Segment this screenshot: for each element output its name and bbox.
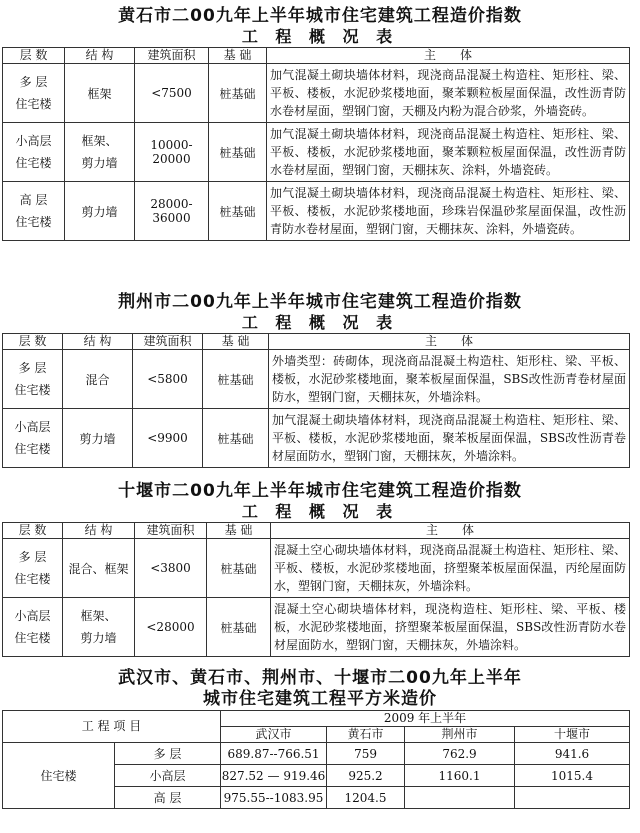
value-cell: 925.2 — [327, 765, 405, 787]
foundation-cell: 桩基础 — [203, 409, 269, 468]
floors-text-2: 住宅楼 — [14, 442, 51, 456]
shiyan-title: 十堰市二00九年上半年城市住宅建筑工程造价指数 — [118, 481, 522, 501]
header-floors: 层 数 — [3, 48, 65, 64]
structure-cell: 剪力墙 — [65, 182, 135, 241]
header-floors: 层 数 — [3, 523, 63, 539]
price-table — [2, 710, 630, 809]
structure-cell — [65, 123, 135, 182]
floors-cell — [3, 350, 63, 409]
structure-text: 框架、 — [80, 609, 117, 623]
floors-text: 小高层 — [14, 420, 51, 434]
table-row — [3, 182, 630, 241]
header-area: 建筑面积 — [133, 334, 203, 350]
row-label: 高 层 — [115, 787, 221, 809]
foundation-cell: 桩基础 — [209, 123, 267, 182]
category-cell: 住宅楼 — [3, 743, 115, 809]
floors-cell — [3, 409, 63, 468]
huangshi-section — [0, 6, 640, 241]
floors-text-2: 住宅楼 — [14, 631, 51, 645]
floors-text-2: 住宅楼 — [14, 383, 51, 397]
header-foundation: 基 础 — [203, 334, 269, 350]
floors-text: 高 层 — [19, 193, 48, 207]
area-cell: <5800 — [133, 350, 203, 409]
structure-text-2: 剪力墙 — [80, 631, 117, 645]
area-cell: 10000-20000 — [135, 123, 209, 182]
floors-cell — [3, 598, 63, 657]
table-row — [3, 539, 630, 598]
area-cell: <9900 — [133, 409, 203, 468]
floors-text-2: 住宅楼 — [15, 97, 52, 111]
area-cell: <3800 — [135, 539, 207, 598]
floors-text-2: 住宅楼 — [15, 156, 52, 170]
value-cell: 827.52 — 919.46 — [221, 765, 327, 787]
floors-cell — [3, 123, 65, 182]
header-area: 建筑面积 — [135, 523, 207, 539]
value-cell: 975.55--1083.95 — [221, 787, 327, 809]
header-foundation: 基 础 — [209, 48, 267, 64]
table-header-row — [3, 523, 630, 539]
period-header: 2009 年上半年 — [221, 711, 630, 727]
floors-text: 多 层 — [18, 550, 47, 564]
table-row — [3, 598, 630, 657]
table-header-row — [3, 48, 630, 64]
city-header-huangshi: 黄石市 — [327, 727, 405, 743]
huangshi-title: 黄石市二00九年上半年城市住宅建筑工程造价指数 — [118, 6, 522, 26]
floors-cell — [3, 539, 63, 598]
foundation-cell: 桩基础 — [209, 182, 267, 241]
price-title-line1: 武汉市、黄石市、荆州市、十堰市二00九年上半年 — [118, 668, 522, 688]
value-cell: 1204.5 — [327, 787, 405, 809]
area-cell: <28000 — [135, 598, 207, 657]
huangshi-subtitle: 工 程 概 况 表 — [241, 27, 399, 46]
value-cell: 762.9 — [405, 743, 515, 765]
floors-text-2: 住宅楼 — [15, 215, 52, 229]
shiyan-table — [2, 522, 630, 657]
structure-cell: 剪力墙 — [63, 409, 133, 468]
floors-text: 多 层 — [18, 361, 47, 375]
value-cell — [405, 787, 515, 809]
value-cell: 941.6 — [515, 743, 630, 765]
structure-cell — [63, 598, 135, 657]
jingzhou-subtitle: 工 程 概 况 表 — [241, 313, 399, 332]
table-row — [3, 123, 630, 182]
area-cell: <7500 — [135, 64, 209, 123]
floors-text: 小高层 — [14, 609, 51, 623]
foundation-cell: 桩基础 — [207, 598, 271, 657]
floors-cell — [3, 182, 65, 241]
row-label: 多 层 — [115, 743, 221, 765]
floors-text: 多 层 — [19, 75, 48, 89]
value-cell — [515, 787, 630, 809]
city-header-shiyan: 十堰市 — [515, 727, 630, 743]
item-header: 工 程 项 目 — [3, 711, 221, 743]
header-main: 主 体 — [267, 48, 630, 64]
structure-text: 框架、 — [81, 134, 118, 148]
header-structure: 结 构 — [63, 523, 135, 539]
shiyan-subtitle: 工 程 概 况 表 — [241, 502, 399, 521]
floors-cell — [3, 64, 65, 123]
huangshi-table — [2, 47, 630, 241]
foundation-cell: 桩基础 — [209, 64, 267, 123]
main-cell: 加气混凝土砌块墙体材料，现浇商品混凝土构造柱、矩形柱、梁、平板、楼板，水泥砂浆楼地面，珍珠岩保温砂浆屋面保温，改性沥青防水卷材屋面，塑钢门窗，天棚抹灰、涂料，外墙瓷砖。 — [267, 182, 630, 241]
main-cell: 混凝土空心砌块墙体材料，现浇构造柱、矩形柱、梁、平板、楼板，水泥砂浆楼地面，挤塑聚苯板屋面保温，SBS改性沥青防水卷材屋面防水，塑钢门窗，天棚抹灰，外墙涂料。 — [271, 598, 630, 657]
table-header-row — [3, 334, 630, 350]
table-row — [3, 64, 630, 123]
table-row — [3, 350, 630, 409]
main-cell: 混凝土空心砌块墙体材料，现浇商品混凝土构造柱、矩形柱、梁、平板、楼板，水泥砂浆楼地面，挤塑聚苯板屋面保温，丙纶屋面防水，塑钢门窗，天棚抹灰，外墙涂料。 — [271, 539, 630, 598]
price-title-line2: 城市住宅建筑工程平方米造价 — [203, 689, 437, 709]
header-floors: 层 数 — [3, 334, 63, 350]
table-row — [3, 409, 630, 468]
foundation-cell: 桩基础 — [207, 539, 271, 598]
city-header-wuhan: 武汉市 — [221, 727, 327, 743]
structure-cell: 混合 — [63, 350, 133, 409]
shiyan-section — [0, 481, 640, 657]
header-area: 建筑面积 — [135, 48, 209, 64]
table-header-row — [3, 711, 630, 727]
header-main: 主 体 — [269, 334, 630, 350]
main-cell: 加气混凝土砌块墙体材料，现浇商品混凝土构造柱、矩形柱、梁、平板、楼板，水泥砂浆楼地面，聚苯颗粒板屋面保温，改性沥青防水卷材屋面，塑钢门窗，天棚抹灰、涂料，外墙瓷砖。 — [267, 123, 630, 182]
header-main: 主 体 — [271, 523, 630, 539]
structure-cell: 混合、框架 — [63, 539, 135, 598]
main-cell: 加气混凝土砌块墙体材料，现浇商品混凝土构造柱、矩形柱、梁、平板、楼板，水泥砂浆楼地面，聚苯板屋面保温，SBS改性沥青卷材屋面防水，塑钢门窗，天棚抹灰，外墙涂料。 — [269, 409, 630, 468]
floors-text: 小高层 — [15, 134, 52, 148]
row-label: 小高层 — [115, 765, 221, 787]
main-cell: 外墙类型：砖砌体，现浇商品混凝土构造柱、矩形柱、梁、平板、楼板，水泥砂浆楼地面，聚苯板屋面保温，SBS改性沥青卷材屋面防水，塑钢门窗，天棚抹灰，外墙涂料。 — [269, 350, 630, 409]
value-cell: 1015.4 — [515, 765, 630, 787]
main-cell: 加气混凝土砌块墙体材料，现浇商品混凝土构造柱、矩形柱、梁、平板、楼板，水泥砂浆楼地面，聚苯颗粒板屋面保温，改性沥青防水卷材屋面，塑钢门窗，天棚及内粉为混合砂浆，外墙瓷砖。 — [267, 64, 630, 123]
foundation-cell: 桩基础 — [203, 350, 269, 409]
city-header-jingzhou: 荆州市 — [405, 727, 515, 743]
header-structure: 结 构 — [63, 334, 133, 350]
structure-text-2: 剪力墙 — [81, 156, 118, 170]
jingzhou-title: 荆州市二00九年上半年城市住宅建筑工程造价指数 — [118, 292, 522, 312]
value-cell: 689.87--766.51 — [221, 743, 327, 765]
value-cell: 1160.1 — [405, 765, 515, 787]
header-foundation: 基 础 — [207, 523, 271, 539]
table-row — [3, 743, 630, 765]
structure-cell: 框架 — [65, 64, 135, 123]
jingzhou-section — [0, 292, 640, 468]
area-cell: 28000-36000 — [135, 182, 209, 241]
floors-text-2: 住宅楼 — [14, 572, 51, 586]
jingzhou-table — [2, 333, 630, 468]
price-section — [0, 668, 640, 809]
header-structure: 结 构 — [65, 48, 135, 64]
value-cell: 759 — [327, 743, 405, 765]
